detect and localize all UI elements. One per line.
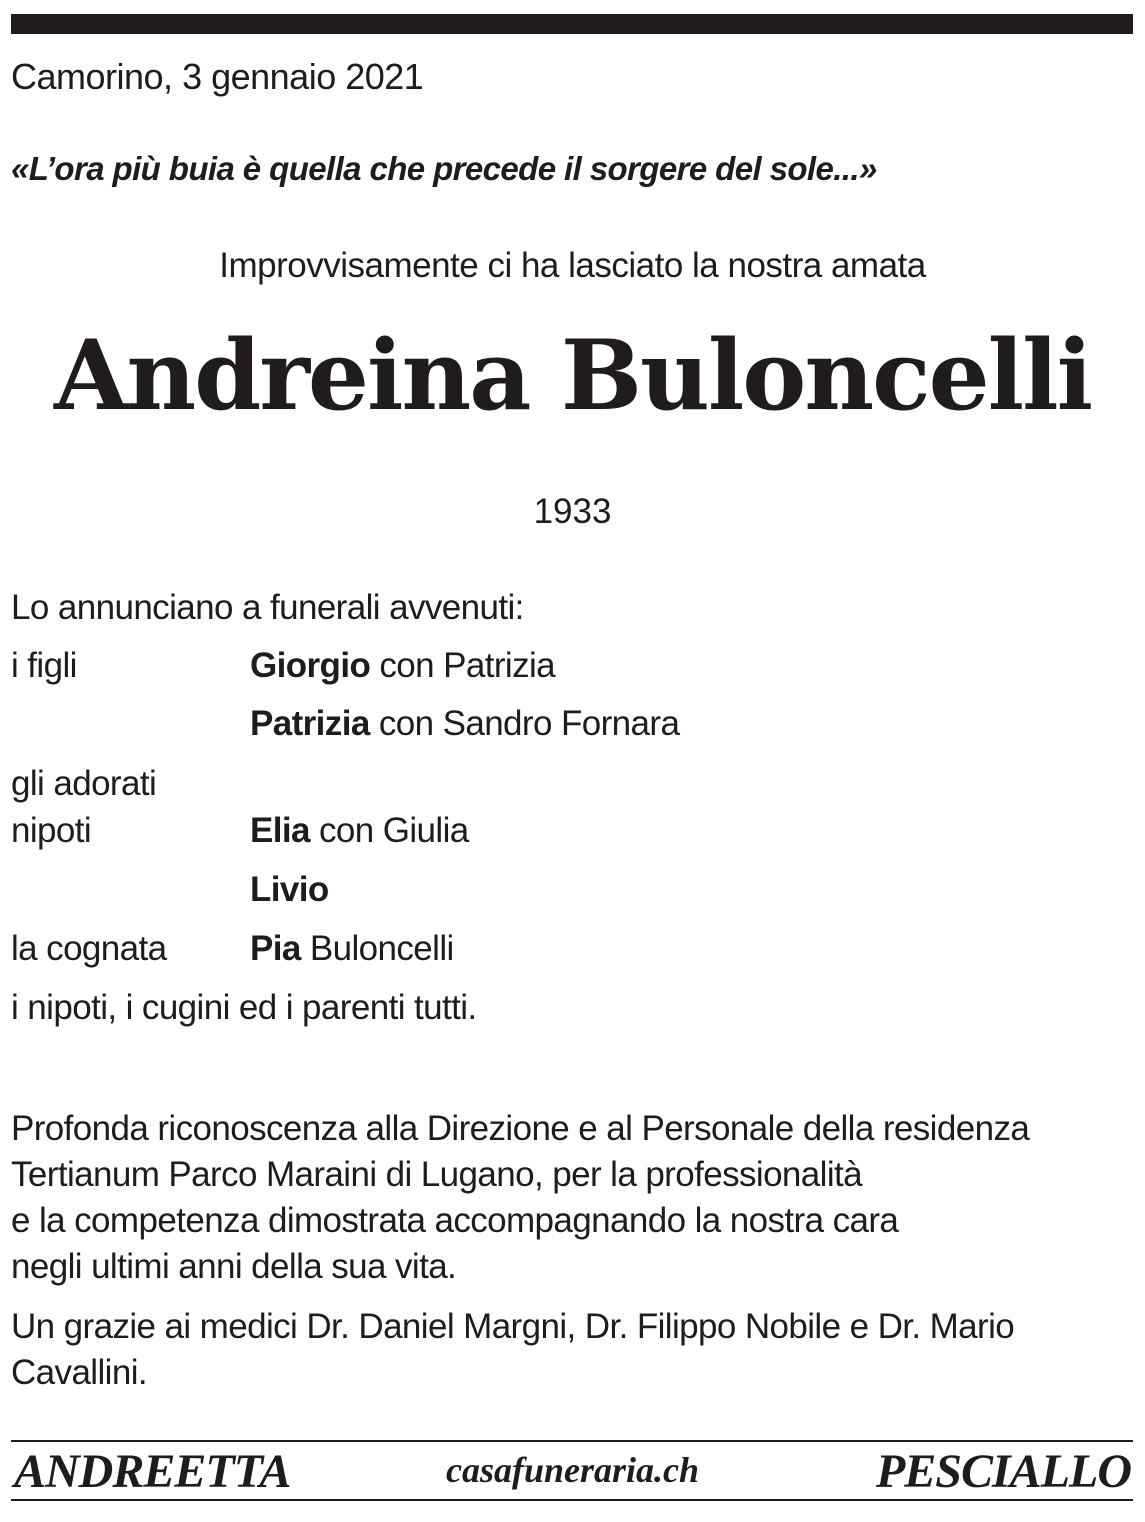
mourner-label: nipoti [11, 811, 92, 850]
thanks-line: Profonda riconoscenza alla Direzione e al Personale della residenza [11, 1109, 1030, 1148]
quote: «L’ora più buia è quella che precede il sorgere del sole...» [11, 150, 877, 187]
doctors-line: Un grazie ai medici Dr. Daniel Margni, Dr. Filippo Nobile e Dr. Mario [11, 1307, 1015, 1346]
mourner-bold-name: Patrizia [250, 704, 370, 743]
mourner-label: i figli [11, 646, 77, 685]
intro-text: Improvvisamente ci ha lasciato la nostra amata [219, 246, 926, 285]
mourner-entry [250, 929, 454, 969]
deceased-name: Andreina Buloncelli [53, 319, 1092, 432]
mourner-bold-name: Pia [250, 929, 301, 968]
doctors-paragraph [11, 1304, 1121, 1396]
top-rule [11, 14, 1133, 34]
thanks-line: negli ultimi anni della sua vita. [11, 1247, 457, 1286]
mourner-label: gli adorati [11, 764, 157, 803]
thanks-line: e la competenza dimostrata accompagnando la nostra cara [11, 1201, 899, 1240]
funeral-home-website[interactable]: casafuneraria.ch [445, 1450, 700, 1490]
announce-line: Lo annunciano a funerali avvenuti: [11, 588, 524, 627]
relatives-line: i nipoti, i cugini ed i parenti tutti. [11, 988, 477, 1027]
mourner-rest: con Patrizia [370, 646, 556, 685]
doctors-line: Cavallini. [11, 1353, 147, 1392]
thanks-paragraph [11, 1106, 1121, 1290]
mourner-rest: Buloncelli [300, 929, 454, 968]
mourner-bold-name: Elia [250, 811, 310, 850]
mourner-entry [250, 870, 329, 910]
funeral-home-right: PESCIALLO [875, 1445, 1131, 1498]
mourner-rest: con Giulia [309, 811, 469, 850]
footer-rule-bottom [11, 1499, 1133, 1501]
funeral-home-left: ANDREETTA [14, 1445, 291, 1498]
mourner-rest: con Sandro Fornara [369, 704, 680, 743]
mourner-label: la cognata [11, 929, 167, 968]
mourner-bold-name: Giorgio [250, 646, 371, 685]
mourner-entry [250, 811, 469, 851]
footer-rule-top [11, 1440, 1133, 1442]
birth-year: 1933 [533, 492, 612, 531]
mourner-entry [250, 704, 679, 744]
mourner-bold-name: Livio [250, 870, 329, 909]
mourner-entry [250, 646, 555, 686]
thanks-line: Tertianum Parco Maraini di Lugano, per la professionalità [11, 1155, 863, 1194]
date-line: Camorino, 3 gennaio 2021 [11, 56, 424, 97]
